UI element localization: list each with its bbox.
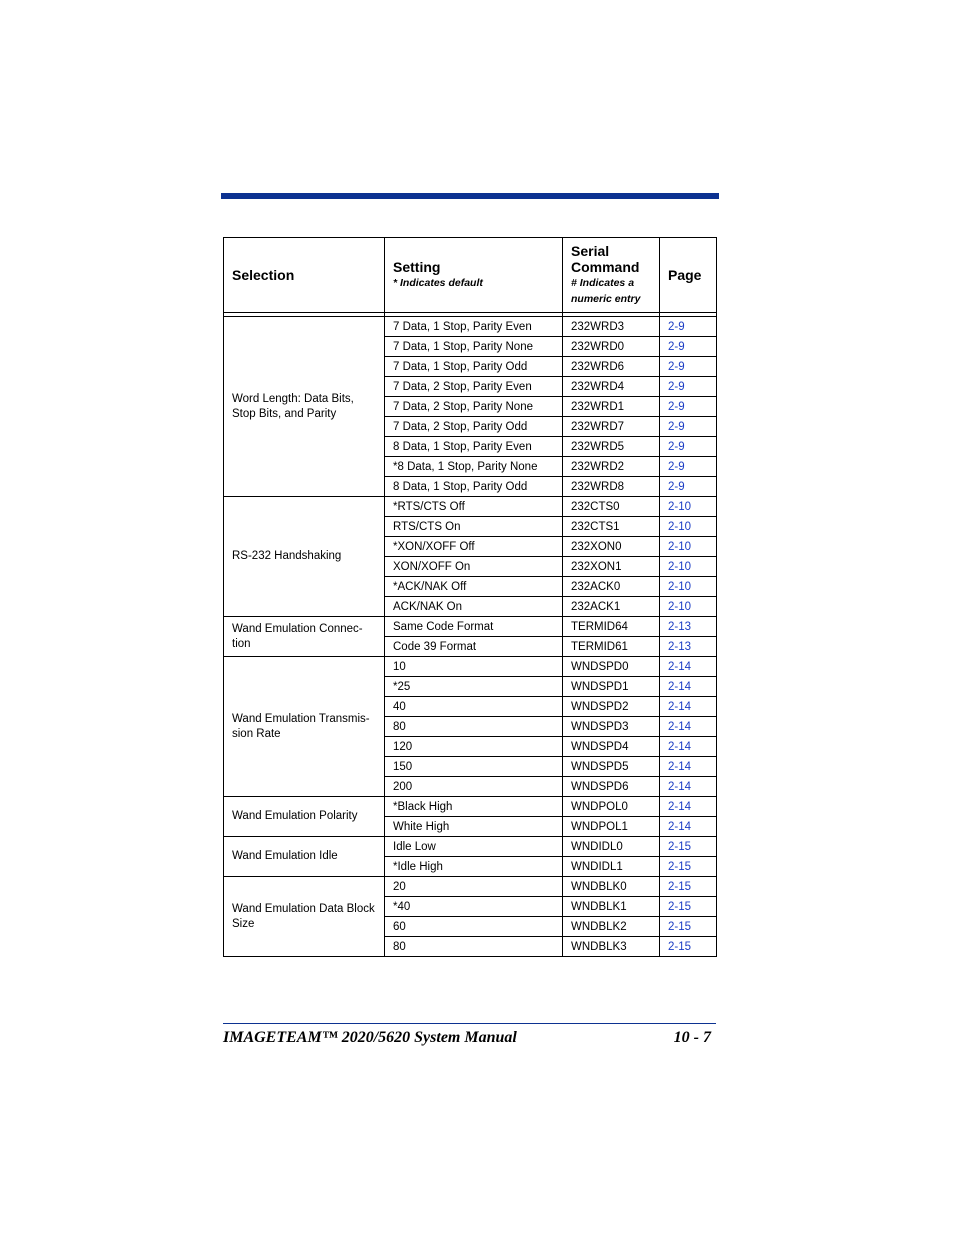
setting-cell: *Idle High bbox=[385, 857, 563, 877]
page-link[interactable]: 2-9 bbox=[668, 340, 685, 353]
page-link[interactable]: 2-9 bbox=[668, 480, 685, 493]
serial-command-cell: WNDSPD1 bbox=[563, 677, 660, 697]
page-link[interactable]: 2-9 bbox=[668, 320, 685, 333]
selection-cell: Wand Emulation Data Block Size bbox=[224, 877, 385, 957]
setting-cell: 7 Data, 2 Stop, Parity Odd bbox=[385, 417, 563, 437]
setting-cell: *8 Data, 1 Stop, Parity None bbox=[385, 457, 563, 477]
setting-cell: ACK/NAK On bbox=[385, 597, 563, 617]
page-link[interactable]: 2-9 bbox=[668, 380, 685, 393]
page-link[interactable]: 2-10 bbox=[668, 600, 692, 613]
setting-cell: 7 Data, 1 Stop, Parity Even bbox=[385, 317, 563, 337]
page-link[interactable]: 2-10 bbox=[668, 560, 692, 573]
page-cell bbox=[660, 597, 717, 617]
page-link[interactable]: 2-13 bbox=[668, 620, 692, 633]
page-link[interactable]: 2-14 bbox=[668, 660, 692, 673]
table-row bbox=[224, 657, 717, 677]
page-cell bbox=[660, 837, 717, 857]
page-link[interactable]: 2-14 bbox=[668, 680, 692, 693]
page-cell bbox=[660, 857, 717, 877]
selection-cell: Wand Emulation Connec-tion bbox=[224, 617, 385, 657]
page-cell bbox=[660, 517, 717, 537]
table-row bbox=[224, 617, 717, 637]
setting-cell: 7 Data, 2 Stop, Parity Even bbox=[385, 377, 563, 397]
setting-cell: 20 bbox=[385, 877, 563, 897]
serial-command-cell: WNDIDL0 bbox=[563, 837, 660, 857]
serial-command-cell: WNDBLK2 bbox=[563, 917, 660, 937]
table-header bbox=[224, 238, 717, 313]
serial-command-cell: WNDBLK0 bbox=[563, 877, 660, 897]
page-link[interactable]: 2-9 bbox=[668, 440, 685, 453]
setting-cell: *XON/XOFF Off bbox=[385, 537, 563, 557]
setting-cell: *ACK/NAK Off bbox=[385, 577, 563, 597]
footer-page-number: 10 - 7 bbox=[673, 1029, 711, 1046]
setting-cell: 10 bbox=[385, 657, 563, 677]
serial-command-cell: 232WRD3 bbox=[563, 317, 660, 337]
setting-cell: 80 bbox=[385, 937, 563, 957]
page-link[interactable]: 2-15 bbox=[668, 940, 692, 953]
page-link[interactable]: 2-14 bbox=[668, 760, 692, 773]
serial-command-cell: 232WRD8 bbox=[563, 477, 660, 497]
page-cell bbox=[660, 397, 717, 417]
setting-cell: RTS/CTS On bbox=[385, 517, 563, 537]
page-link[interactable]: 2-15 bbox=[668, 860, 692, 873]
serial-command-cell: WNDSPD0 bbox=[563, 657, 660, 677]
page-cell bbox=[660, 537, 717, 557]
page-cell bbox=[660, 637, 717, 657]
page-cell bbox=[660, 417, 717, 437]
header-command-note-2: numeric entry bbox=[571, 293, 641, 305]
page-link[interactable]: 2-9 bbox=[668, 420, 685, 433]
serial-command-cell: 232CTS0 bbox=[563, 497, 660, 517]
page-link[interactable]: 2-9 bbox=[668, 360, 685, 373]
header-selection: Selection bbox=[224, 238, 385, 313]
selection-cell: Word Length: Data Bits, Stop Bits, and Parity bbox=[224, 317, 385, 497]
setting-cell: 8 Data, 1 Stop, Parity Even bbox=[385, 437, 563, 457]
page-cell bbox=[660, 477, 717, 497]
serial-command-cell: 232ACK0 bbox=[563, 577, 660, 597]
page-cell bbox=[660, 717, 717, 737]
setting-cell: 80 bbox=[385, 717, 563, 737]
footer-rule bbox=[223, 1023, 716, 1024]
footer-manual-title: IMAGETEAM™ 2020/5620 System Manual bbox=[223, 1029, 517, 1046]
serial-command-cell: WNDIDL1 bbox=[563, 857, 660, 877]
setting-cell: 7 Data, 1 Stop, Parity None bbox=[385, 337, 563, 357]
page-cell bbox=[660, 657, 717, 677]
page-link[interactable]: 2-10 bbox=[668, 580, 692, 593]
page-cell bbox=[660, 317, 717, 337]
page-link[interactable]: 2-14 bbox=[668, 820, 692, 833]
setting-cell: 150 bbox=[385, 757, 563, 777]
page-cell bbox=[660, 757, 717, 777]
serial-command-cell: WNDSPD6 bbox=[563, 777, 660, 797]
setting-cell: White High bbox=[385, 817, 563, 837]
setting-cell: Idle Low bbox=[385, 837, 563, 857]
page-link[interactable]: 2-9 bbox=[668, 460, 685, 473]
page-cell bbox=[660, 437, 717, 457]
table-row bbox=[224, 797, 717, 817]
page-link[interactable]: 2-15 bbox=[668, 880, 692, 893]
serial-command-cell: 232WRD4 bbox=[563, 377, 660, 397]
serial-command-cell: WNDPOL1 bbox=[563, 817, 660, 837]
page-cell bbox=[660, 497, 717, 517]
page-link[interactable]: 2-10 bbox=[668, 540, 692, 553]
page-link[interactable]: 2-9 bbox=[668, 400, 685, 413]
page-cell bbox=[660, 797, 717, 817]
page-link[interactable]: 2-10 bbox=[668, 520, 692, 533]
setting-cell: 200 bbox=[385, 777, 563, 797]
page-cell bbox=[660, 777, 717, 797]
table-row bbox=[224, 497, 717, 517]
page-cell bbox=[660, 457, 717, 477]
serial-command-cell: 232XON0 bbox=[563, 537, 660, 557]
serial-command-cell: 232WRD1 bbox=[563, 397, 660, 417]
page-link[interactable]: 2-14 bbox=[668, 740, 692, 753]
page-cell bbox=[660, 917, 717, 937]
page-cell bbox=[660, 577, 717, 597]
setting-cell: *Black High bbox=[385, 797, 563, 817]
page-cell bbox=[660, 677, 717, 697]
setting-cell: 8 Data, 1 Stop, Parity Odd bbox=[385, 477, 563, 497]
serial-command-cell: TERMID61 bbox=[563, 637, 660, 657]
selection-cell: Wand Emulation Transmis-sion Rate bbox=[224, 657, 385, 797]
page-cell bbox=[660, 817, 717, 837]
header-serial-command: Serial Command # Indicates a numeric entry bbox=[563, 238, 660, 313]
page-link[interactable]: 2-15 bbox=[668, 840, 692, 853]
setting-cell: 40 bbox=[385, 697, 563, 717]
setting-cell: Code 39 Format bbox=[385, 637, 563, 657]
header-command-note-1: # Indicates a bbox=[571, 277, 635, 289]
page-link[interactable]: 2-10 bbox=[668, 500, 692, 513]
serial-command-cell: WNDBLK1 bbox=[563, 897, 660, 917]
top-header-bar bbox=[221, 193, 719, 199]
setting-cell: *40 bbox=[385, 897, 563, 917]
serial-command-cell: WNDBLK3 bbox=[563, 937, 660, 957]
serial-command-cell: 232ACK1 bbox=[563, 597, 660, 617]
serial-command-cell: TERMID64 bbox=[563, 617, 660, 637]
header-setting: Setting * Indicates default bbox=[385, 238, 563, 313]
page-cell bbox=[660, 877, 717, 897]
page-cell bbox=[660, 617, 717, 637]
serial-command-cell: 232WRD7 bbox=[563, 417, 660, 437]
serial-command-cell: 232WRD0 bbox=[563, 337, 660, 357]
table-row bbox=[224, 837, 717, 857]
table-body bbox=[224, 313, 717, 957]
table-row bbox=[224, 877, 717, 897]
setting-cell: 60 bbox=[385, 917, 563, 937]
page-cell bbox=[660, 937, 717, 957]
page-cell bbox=[660, 337, 717, 357]
serial-command-cell: WNDPOL0 bbox=[563, 797, 660, 817]
page-link[interactable]: 2-14 bbox=[668, 720, 692, 733]
serial-command-cell: 232XON1 bbox=[563, 557, 660, 577]
page-cell bbox=[660, 377, 717, 397]
setting-cell: 120 bbox=[385, 737, 563, 757]
page-link[interactable]: 2-15 bbox=[668, 900, 692, 913]
header-page: Page bbox=[660, 238, 717, 313]
page-cell bbox=[660, 697, 717, 717]
serial-command-cell: 232WRD5 bbox=[563, 437, 660, 457]
page-cell bbox=[660, 557, 717, 577]
selection-cell: Wand Emulation Polarity bbox=[224, 797, 385, 837]
serial-command-cell: 232CTS1 bbox=[563, 517, 660, 537]
table-row bbox=[224, 317, 717, 337]
page-cell bbox=[660, 357, 717, 377]
serial-command-cell: WNDSPD2 bbox=[563, 697, 660, 717]
page-cell bbox=[660, 897, 717, 917]
page-link[interactable]: 2-14 bbox=[668, 780, 692, 793]
setting-cell: 7 Data, 1 Stop, Parity Odd bbox=[385, 357, 563, 377]
serial-command-cell: WNDSPD3 bbox=[563, 717, 660, 737]
header-setting-note: * Indicates default bbox=[393, 277, 483, 289]
selection-cell: RS-232 Handshaking bbox=[224, 497, 385, 617]
setting-cell: XON/XOFF On bbox=[385, 557, 563, 577]
page-link[interactable]: 2-14 bbox=[668, 800, 692, 813]
page-link[interactable]: 2-13 bbox=[668, 640, 692, 653]
serial-command-cell: WNDSPD4 bbox=[563, 737, 660, 757]
serial-command-cell: 232WRD2 bbox=[563, 457, 660, 477]
page-link[interactable]: 2-15 bbox=[668, 920, 692, 933]
serial-command-cell: 232WRD6 bbox=[563, 357, 660, 377]
serial-command-table bbox=[223, 237, 717, 957]
selection-cell: Wand Emulation Idle bbox=[224, 837, 385, 877]
setting-cell: 7 Data, 2 Stop, Parity None bbox=[385, 397, 563, 417]
page-cell bbox=[660, 737, 717, 757]
setting-cell: *25 bbox=[385, 677, 563, 697]
setting-cell: *RTS/CTS Off bbox=[385, 497, 563, 517]
serial-command-cell: WNDSPD5 bbox=[563, 757, 660, 777]
page-link[interactable]: 2-14 bbox=[668, 700, 692, 713]
setting-cell: Same Code Format bbox=[385, 617, 563, 637]
